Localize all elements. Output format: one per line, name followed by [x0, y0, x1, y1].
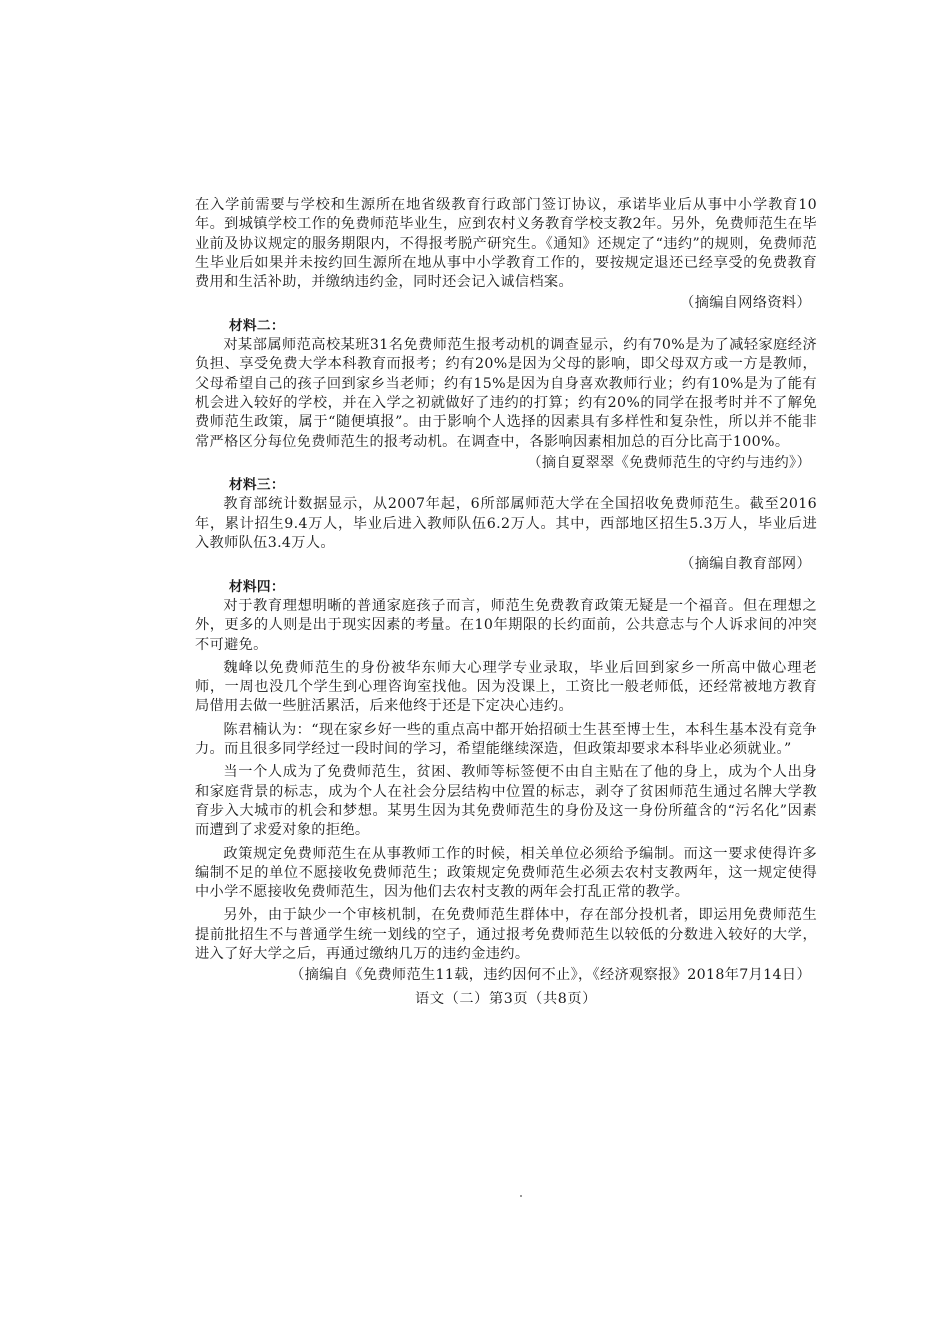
- material2-source: （摘自夏翠翠《免费师范生的守约与违约》）: [527, 454, 811, 471]
- intro-paragraph: 在入学前需要与学校和生源所在地省级教育行政部门签订协议，承诺毕业后从事中小学教育10年。到城镇学校工作的免费师范毕业生，应到农村义务教育学校支教2年。另外，免费师范生在毕业前及协议规定的服务期限内，不得报考脱产研究生。《通知》还规定了“违约”的规则，免费师范生毕业后如果并未按约回生源所在地从事中小学教育工作的，要按规定退还已经享受的免费教育费用和生活补助，并缴纳违约金，同时还会记入诚信档案。: [195, 197, 817, 291]
- material4-paragraph: 政策规定免费师范生在从事教师工作的时候，相关单位必须给予编制。而这一要求使得许多编制不足的单位不愿接收免费师范生；政策规定免费师范生必须去农村支教两年，这一规定使得中小学不愿接收免费师范生，因为他们去农村支教的两年会打乱正常的教学。: [195, 845, 817, 901]
- page-footer: 语文（二）第3页（共8页）: [415, 990, 597, 1007]
- material3-heading: 材料三：: [229, 477, 285, 494]
- document-page: [195, 196, 817, 1009]
- material4-paragraph: 对于教育理想明晰的普通家庭孩子而言，师范生免费教育政策无疑是一个福音。但在理想之外，更多的人则是出于现实因素的考量。在10年期限的长约面前，公共意志与个人诉求间的冲突不可避免。: [195, 597, 817, 653]
- material4-paragraph: 陈君楠认为：“现在家乡好一些的重点高中都开始招硕士生甚至博士生，本科生基本没有竞争力。而且很多同学经过一段时间的学习，希望能继续深造，但政策却要求本科毕业必须就业。”: [195, 721, 817, 758]
- material2-heading: 材料二：: [229, 317, 285, 334]
- material2-paragraph: 对某部属师范高校某班31名免费师范生报考动机的调查显示，约有70%是为了减轻家庭经济负担、享受免费大学本科教育而报考；约有20%是因为父母的影响，即父母双方或一方是教师，父母希望自己的孩子回到家乡当老师；约有15%是因为自身喜欢教师行业；约有10%是为了能有机会进入较好的学校，并在入学之初就做好了违约的打算；约有20%的同学在报考时并不了解免费师范生政策，属于“随便填报”。由于影响个人选择的因素具有多样性和复杂性，所以并不能非常严格区分每位免费师范生的报考动机。在调查中，各影响因素相加总的百分比高于100%。: [195, 337, 817, 450]
- material3-paragraph: 教育部统计数据显示，从2007年起，6所部属师范大学在全国招收免费师范生。截至2016年，累计招生9.4万人，毕业后进入教师队伍6.2万人。其中，西部地区招生5.3万人，毕业后进入教师队伍3.4万人。: [195, 496, 817, 552]
- material4-paragraph: 另外，由于缺少一个审核机制，在免费师范生群体中，存在部分投机者，即运用免费师范生提前批招生不与普通学生统一划线的空子，通过报考免费师范生以较低的分数进入较好的大学，进入了好大学之后，再通过缴纳几万的违约金违约。: [195, 907, 817, 962]
- intro-source: （摘编自网络资料）: [680, 295, 811, 312]
- material4-paragraph: 魏峰以免费师范生的身份被华东师大心理学专业录取，毕业后回到家乡一所高中做心理老师，一周也没几个学生到心理咨询室找他。因为没课上，工资比一般老师低，还经常被地方教育局借用去做一些脏活累活，后来他终于还是下定决心违约。: [195, 659, 817, 715]
- material4-heading: 材料四：: [229, 578, 285, 595]
- material4-source: （摘编自《免费师范生11载，违约因何不止》，《经济观察报》2018年7月14日）: [290, 967, 811, 984]
- material4-paragraph: 当一个人成为了免费师范生，贫困、教师等标签便不由自主贴在了他的身上，成为个人出身和家庭背景的标志，成为个人在社会分层结构中位置的标志，剥夺了贫困师范生通过名牌大学教育步入大城市的机会和梦想。某男生因为其免费师范生的身份及这一身份所蕴含的“污名化”因素而遭到了求爱对象的拒绝。: [195, 764, 817, 839]
- scan-speck: [520, 1195, 522, 1197]
- material3-source: （摘编自教育部网）: [680, 556, 811, 573]
